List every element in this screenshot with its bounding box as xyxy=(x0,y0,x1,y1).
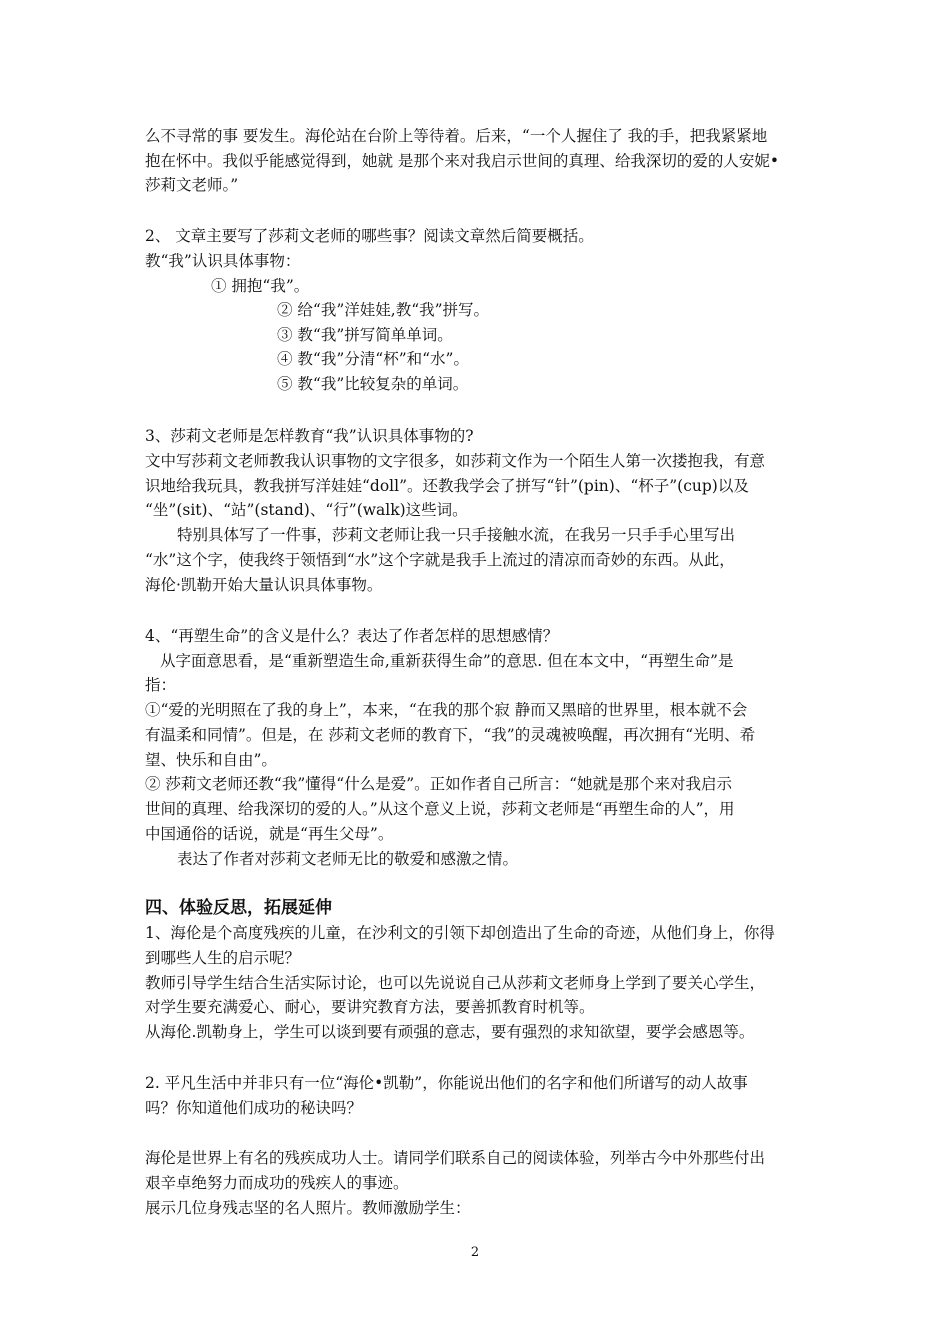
q4-line-4: 有温柔和同情”。但是，在 莎莉文老师的教育下，“我”的灵魂被唤醒，再次拥有“光明、希 xyxy=(145,726,756,744)
section-heading: 四、体验反思，拓展延伸 xyxy=(145,898,332,918)
q3-line-3: “坐”(sit)、“站”(stand)、“行”(walk)这些词。 xyxy=(145,501,468,519)
q2-item-5: ⑤ 教“我”比较复杂的单词。 xyxy=(277,375,469,393)
s4-p1-line-1: 1、海伦是个高度残疾的儿童，在沙利文的引领下却创造出了生命的奇迹，从他们身上，你得 xyxy=(145,924,775,942)
question-4: 4、“再塑生命”的含义是什么？表达了作者怎样的思想感情？ xyxy=(145,627,559,645)
s4-p3-line-3: 展示几位身残志坚的名人照片。教师激励学生： xyxy=(145,1199,471,1217)
intro-line-3: 莎莉文老师。” xyxy=(145,176,239,194)
question-3: 3、莎莉文老师是怎样教育“我”认识具体事物的? xyxy=(145,427,474,445)
s4-p3-line-1: 海伦是世界上有名的残疾成功人士。请同学们联系自己的阅读体验，列举古今中外那些付出 xyxy=(145,1149,766,1167)
q3-line-1: 文中写莎莉文老师教我认识事物的文字很多，如莎莉文作为一个陌生人第一次搂抱我，有意 xyxy=(145,452,766,470)
intro-line-2: 抱在怀中。我似乎能感觉得到，她就 是那个来对我启示世间的真理、给我深切的爱的人安妮• xyxy=(145,152,780,170)
q2-item-1: ① 拥抱“我”。 xyxy=(211,277,310,295)
q2-item-3: ③ 教“我”拼写简单单词。 xyxy=(277,326,453,344)
q3-line-4: 特别具体写了一件事，莎莉文老师让我一只手接触水流，在我另一只手手心里写出 xyxy=(177,526,736,544)
q4-line-3: ①“爱的光明照在了我的身上”，本来，“在我的那个寂 静而又黑暗的世界里，根本就不会 xyxy=(145,701,748,719)
q2-lead: 教“我”认识具体事物： xyxy=(145,252,301,270)
q3-line-6: 海伦·凯勒开始大量认识具体事物。 xyxy=(145,576,383,594)
intro-line-1: 么不寻常的事 要发生。海伦站在台阶上等待着。后来，“一个人握住了 我的手，把我紧紧地 xyxy=(145,127,768,145)
q4-line-9: 表达了作者对莎莉文老师无比的敬爱和感激之情。 xyxy=(177,850,519,868)
q2-item-2: ② 给“我”洋娃娃,教“我”拼写。 xyxy=(277,301,490,319)
s4-p2-line-2: 吗？你知道他们成功的秘诀吗？ xyxy=(145,1099,363,1117)
s4-p1-line-2: 到哪些人生的启示呢？ xyxy=(145,949,301,967)
q2-item-4: ④ 教“我”分清“杯”和“水”。 xyxy=(277,350,469,368)
s4-p1-line-3: 教师引导学生结合生活实际讨论，也可以先说说自己从莎莉文老师身上学到了要关心学生， xyxy=(145,974,766,992)
q4-line-2: 指： xyxy=(145,676,177,694)
q4-line-1: 从字面意思看，是“重新塑造生命,重新获得生命”的意思. 但在本文中，“再塑生命”是 xyxy=(160,652,734,670)
q3-line-2: 识地给我玩具，教我拼写洋娃娃“doll”。还教我学会了拼写“针”(pin)、“杯子”(cup)以及 xyxy=(145,477,749,495)
s4-p1-line-5: 从海伦.凯勒身上，学生可以谈到要有顽强的意志，要有强烈的求知欲望，要学会感恩等。 xyxy=(145,1023,755,1041)
page-number: 2 xyxy=(470,1245,480,1260)
q4-line-5: 望、快乐和自由”。 xyxy=(145,751,277,769)
q4-line-8: 中国通俗的话说，就是“再生父母”。 xyxy=(145,825,394,843)
q4-line-6: ② 莎莉文老师还教“我”懂得“什么是爱”。正如作者自己所言：“她就是那个来对我启示 xyxy=(145,775,733,793)
s4-p1-line-4: 对学生要充满爱心、耐心，要讲究教育方法，要善抓教育时机等。 xyxy=(145,998,595,1016)
q3-line-5: “水”这个字，使我终于领悟到“水”这个字就是我手上流过的清凉而奇妙的东西。从此， xyxy=(145,551,735,569)
s4-p2-line-1: 2. 平凡生活中并非只有一位“海伦•凯勒”，你能说出他们的名字和他们所谱写的动人故事 xyxy=(145,1074,748,1092)
s4-p3-line-2: 艰辛卓绝努力而成功的残疾人的事迹。 xyxy=(145,1174,409,1192)
q4-line-7: 世间的真理、给我深切的爱的人。”从这个意义上说，莎莉文老师是“再塑生命的人”，用 xyxy=(145,800,735,818)
question-2: 2、 文章主要写了莎莉文老师的哪些事？阅读文章然后简要概括。 xyxy=(145,227,594,245)
